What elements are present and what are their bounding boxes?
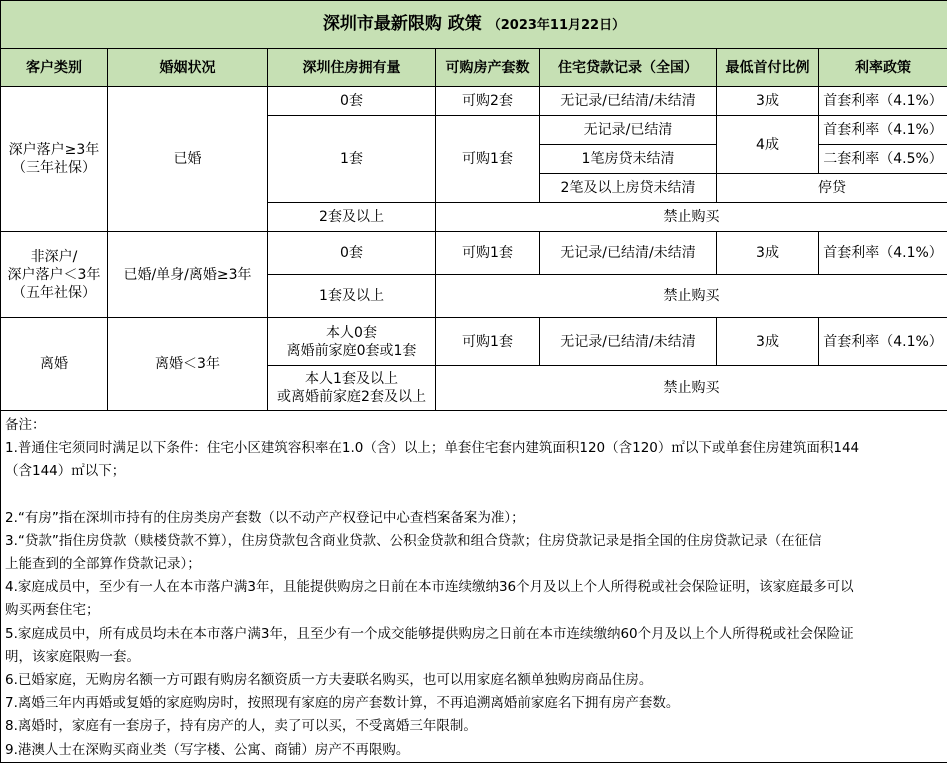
header-rate-policy: 利率政策 bbox=[819, 49, 947, 87]
loan-cell: 1笔房贷未结清 bbox=[540, 145, 717, 174]
own-cell: 1套及以上 bbox=[268, 275, 436, 318]
own-cell: 0套 bbox=[268, 87, 436, 116]
category-line: 深户落户≥3年 bbox=[9, 142, 100, 158]
buy-cell: 可购1套 bbox=[436, 318, 540, 366]
ban-cell: 禁止购买 bbox=[436, 275, 947, 318]
down-payment-cell: 4成 bbox=[717, 116, 819, 174]
category-line: 非深户/ bbox=[31, 249, 78, 265]
title-date: （2023年11月22日） bbox=[488, 18, 625, 33]
loan-cell: 2笔及以上房贷未结清 bbox=[540, 174, 717, 203]
buy-cell: 可购1套 bbox=[436, 232, 540, 275]
note-line: 5.家庭成员中，所有成员均未在本市落户满3年，且至少有一个成交能够提供购房之日前在本市连续缴纳60个月及以上个人所得税或社会保险证 bbox=[5, 623, 943, 646]
header-housing-owned: 深圳住房拥有量 bbox=[268, 49, 436, 87]
stop-loan-cell: 停贷 bbox=[717, 174, 947, 203]
rate-cell: 首套利率（4.1%） bbox=[819, 116, 947, 145]
down-payment-cell: 3成 bbox=[717, 87, 819, 116]
category-divorced: 离婚 bbox=[1, 318, 108, 411]
header-min-down-payment: 最低首付比例 bbox=[717, 49, 819, 87]
loan-cell: 无记录/已结清/未结清 bbox=[540, 318, 717, 366]
page-title bbox=[1, 1, 947, 49]
own-line: 离婚前家庭0套或1套 bbox=[287, 343, 417, 359]
ban-cell: 禁止购买 bbox=[436, 366, 947, 411]
own-line: 本人0套 bbox=[326, 325, 377, 341]
marital-divorced-under-3y: 离婚＜3年 bbox=[108, 318, 268, 411]
notes-section bbox=[1, 411, 947, 763]
loan-cell: 无记录/已结清 bbox=[540, 116, 717, 145]
down-payment-cell: 3成 bbox=[717, 318, 819, 366]
buy-cell: 可购1套 bbox=[436, 116, 540, 203]
note-line: 9.港澳人士在深购买商业类（写字楼、公寓、商铺）房产不再限购。 bbox=[5, 739, 943, 762]
note-line: 2.“有房”指在深圳市持有的住房类房产套数（以不动产产权登记中心查档案备案为准）； bbox=[5, 507, 943, 530]
own-cell bbox=[268, 318, 436, 366]
rate-cell: 首套利率（4.1%） bbox=[819, 318, 947, 366]
note-line: 购买两套住宅； bbox=[5, 599, 943, 622]
category-line: （三年社保） bbox=[12, 160, 96, 176]
loan-cell: 无记录/已结清/未结清 bbox=[540, 232, 717, 275]
title-text: 深圳市最新限购 政策 bbox=[323, 14, 482, 34]
loan-cell: 无记录/已结清/未结清 bbox=[540, 87, 717, 116]
header-customer-type: 客户类别 bbox=[1, 49, 108, 87]
own-line: 本人1套及以上 bbox=[305, 371, 398, 387]
note-line: （含144）㎡以下； bbox=[5, 460, 943, 483]
note-line: 7.离婚三年内再婚或复婚的家庭购房时，按照现有家庭的房产套数计算，不再追溯离婚前家庭名下拥有房产套数。 bbox=[5, 692, 943, 715]
header-loan-record: 住宅贷款记录（全国） bbox=[540, 49, 717, 87]
notes-heading: 备注： bbox=[5, 414, 943, 437]
buy-cell: 可购2套 bbox=[436, 87, 540, 116]
note-line: 4.家庭成员中，至少有一人在本市落户满3年，且能提供购房之日前在本市连续缴纳36个月及以上个人所得税或社会保险证明，该家庭最多可以 bbox=[5, 576, 943, 599]
note-line: 6.已婚家庭，无购房名额一方可跟有购房名额资质一方夫妻联名购买，也可以用家庭名额单独购房商品住房。 bbox=[5, 669, 943, 692]
note-line: 1.普通住宅须同时满足以下条件：住宅小区建筑容积率在1.0（含）以上；单套住宅套内建筑面积120（含120）㎡以下或单套住房建筑面积144 bbox=[5, 437, 943, 460]
note-line: 明，该家庭限购一套。 bbox=[5, 646, 943, 669]
marital-any: 已婚/单身/离婚≥3年 bbox=[108, 232, 268, 318]
marital-married: 已婚 bbox=[108, 87, 268, 232]
category-line: （五年社保） bbox=[12, 285, 96, 301]
category-shenzhen-hukou bbox=[1, 87, 108, 232]
rate-cell: 首套利率（4.1%） bbox=[819, 232, 947, 275]
own-cell: 2套及以上 bbox=[268, 203, 436, 232]
note-spacer bbox=[5, 484, 943, 507]
header-purchasable-units: 可购房产套数 bbox=[436, 49, 540, 87]
down-payment-cell: 3成 bbox=[717, 232, 819, 275]
own-cell bbox=[268, 366, 436, 411]
ban-cell: 禁止购买 bbox=[436, 203, 947, 232]
own-cell: 0套 bbox=[268, 232, 436, 275]
rate-cell: 首套利率（4.1%） bbox=[819, 87, 947, 116]
category-line: 深户落户＜3年 bbox=[8, 267, 101, 283]
note-line: 上能查到的全部算作贷款记录）； bbox=[5, 553, 943, 576]
note-line: 3.“贷款”指住房贷款（赎楼贷款不算），住房贷款包含商业贷款、公积金贷款和组合贷款；住房贷款记录是指全国的住房贷款记录（在征信 bbox=[5, 530, 943, 553]
own-cell: 1套 bbox=[268, 116, 436, 203]
own-line: 或离婚前家庭2套及以上 bbox=[277, 389, 426, 405]
header-marital-status: 婚姻状况 bbox=[108, 49, 268, 87]
category-non-shenzhen-hukou bbox=[1, 232, 108, 318]
note-line: 8.离婚时，家庭有一套房子，持有房产的人，卖了可以买，不受离婚三年限制。 bbox=[5, 715, 943, 738]
rate-cell: 二套利率（4.5%） bbox=[819, 145, 947, 174]
